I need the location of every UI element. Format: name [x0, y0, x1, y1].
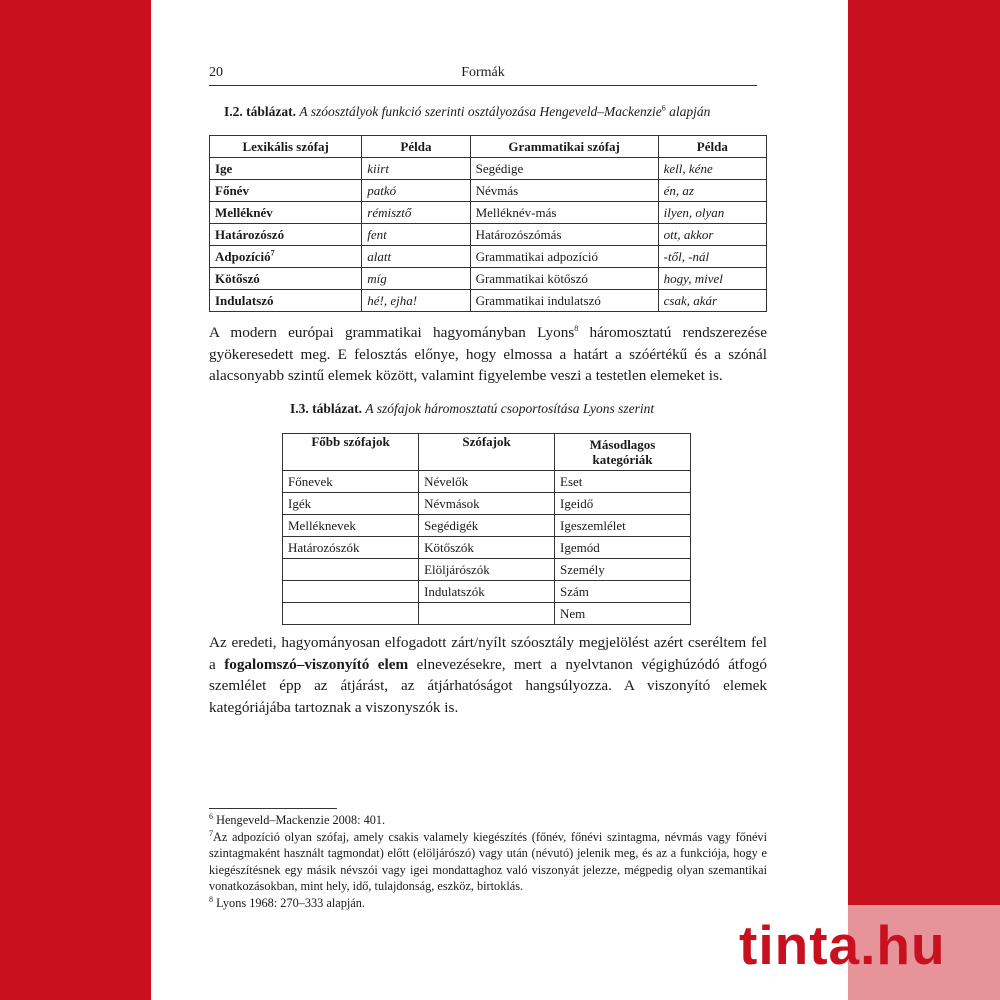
table-cell: Kötőszók: [419, 537, 555, 559]
column-header: Másodlagos kategóriák: [555, 434, 691, 471]
example-cell: [362, 268, 470, 290]
cell-text: Melléknév-más: [475, 204, 557, 220]
cell-text: Kötőszó: [215, 270, 260, 286]
table2-caption: [290, 401, 654, 417]
running-header: [209, 65, 757, 86]
column-header: Szófajok: [419, 434, 555, 471]
footnote-ref: 7: [270, 248, 275, 258]
cell-text: Adpozíció: [215, 248, 271, 264]
table1-caption-sup: 6: [661, 103, 666, 113]
table-cell: Melléknevek: [283, 515, 419, 537]
cell-text: Grammatikai indulatszó: [475, 292, 601, 308]
cell-text: Főnév: [215, 182, 249, 198]
paragraph-text: A modern európai grammatikai hagyományban Lyons: [209, 324, 575, 341]
footnote-divider: [209, 808, 337, 809]
column-header: Grammatikai szófaj: [470, 136, 658, 158]
table-row: [283, 603, 691, 625]
grammatical-class-cell: [470, 290, 658, 312]
table-cell: [419, 603, 555, 625]
table-cell: Névelők: [419, 471, 555, 493]
cell-text: fent: [367, 226, 387, 242]
footnote: [209, 812, 767, 829]
footnote: [209, 829, 767, 895]
footnote-text: Az adpozíció olyan szófaj, amely csakis valamely kiegészítés (főnév, főnévi szintagma, névmás vagy főnévi szintagmaként használt tagmondat) előtt (elöljárószó) vagy után (névutó) jelenik meg, és az a funkciója, hogy e kiegészítésnek egy másik névszói vagy igei mondattaghoz való viszonyát jelezze, mégpedig olyan szemantikai vonatkozásokban, mint hely, idő, tulajdonság, eszköz, birtoklás.: [209, 829, 767, 893]
cell-text: csak, akár: [663, 292, 718, 308]
example-cell: [658, 224, 766, 246]
example-cell: [362, 290, 470, 312]
table-cell: Indulatszók: [419, 581, 555, 603]
column-header: Lexikális szófaj: [210, 136, 362, 158]
cell-text: én, az: [663, 182, 694, 198]
paragraph-lyons: [209, 322, 767, 387]
table-cell: Szám: [555, 581, 691, 603]
cell-text: Grammatikai adpozíció: [475, 248, 598, 264]
grammatical-class-cell: [470, 180, 658, 202]
example-cell: [658, 246, 766, 268]
running-title: Formák: [461, 65, 505, 80]
footnotes: [209, 812, 767, 911]
page-number: 20: [209, 65, 223, 80]
table-row: [283, 493, 691, 515]
table-cell: [283, 581, 419, 603]
table-cell: [283, 559, 419, 581]
grammatical-class-cell: [470, 246, 658, 268]
table-cell: Igék: [283, 493, 419, 515]
cell-text: hogy, mivel: [663, 270, 723, 286]
paragraph-text: háromosztatú rendszerezése gyökeresedett meg. E felosztás előnye, hogy elmossa a határt a szóértékű és a szónál alacsonyabb szintű elemek között, valamint figyelembe veszi a testetlen elemeket is.: [209, 324, 767, 384]
cell-text: hé!, ejha!: [367, 292, 418, 308]
cell-text: kell, kéne: [663, 160, 713, 176]
watermark-text: tinta.hu: [739, 914, 946, 976]
grammatical-class-cell: [470, 158, 658, 180]
footnote-number: 6: [209, 811, 213, 821]
example-cell: [362, 246, 470, 268]
example-cell: [362, 224, 470, 246]
example-cell: [362, 202, 470, 224]
paragraph-text: Az eredeti, hagyományosan elfogadott zárt/nyílt szóosztály megjelölést azért cseréltem fel a: [209, 634, 767, 673]
example-cell: [658, 180, 766, 202]
cell-text: -től, -nál: [663, 248, 710, 264]
example-cell: [362, 180, 470, 202]
table1-caption-end: alapján: [665, 104, 711, 119]
cell-text: Ige: [215, 160, 233, 176]
footnote: [209, 895, 767, 912]
lexical-class-cell: [210, 158, 362, 180]
footnote-number: 8: [209, 894, 213, 904]
cell-text: ilyen, olyan: [663, 204, 725, 220]
table-row: [210, 224, 767, 246]
table-cell: Elöljárószók: [419, 559, 555, 581]
table-row: [210, 158, 767, 180]
footnote-number: 7: [209, 828, 213, 838]
paragraph-text: elnevezésekre, mert a nyelvtanon végighúzódó átfogó szemlélet épp az átjárást, az átjárhatóságot hangsúlyozza. A viszonyító elemek kategóriájába tartoznak a viszonyszók is.: [209, 655, 767, 716]
paragraph-terminology: [209, 632, 767, 718]
lexical-class-cell: [210, 202, 362, 224]
table1-caption-label: I.2. táblázat.: [224, 104, 296, 119]
table-cell: Személy: [555, 559, 691, 581]
word-class-function-table: [209, 135, 767, 312]
cell-text: Indulatszó: [215, 292, 274, 308]
table-cell: Főnevek: [283, 471, 419, 493]
table1-caption: [224, 104, 710, 120]
lexical-class-cell: [210, 224, 362, 246]
table2-caption-label: I.3. táblázat.: [290, 401, 362, 416]
cell-text: ott, akkor: [663, 226, 714, 242]
cell-text: Határozószómás: [475, 226, 562, 242]
table-row: [283, 559, 691, 581]
example-cell: [658, 158, 766, 180]
table-row: [210, 290, 767, 312]
cell-text: míg: [367, 270, 387, 286]
column-header: Főbb szófajok: [283, 434, 419, 471]
footnote-text: Lyons 1968: 270–333 alapján.: [213, 895, 365, 910]
table-cell: Határozószók: [283, 537, 419, 559]
cell-text: patkó: [367, 182, 397, 198]
table-row: [283, 471, 691, 493]
table-cell: Igeszemlélet: [555, 515, 691, 537]
lexical-class-cell: [210, 246, 362, 268]
table-row: [210, 246, 767, 268]
lexical-class-cell: [210, 290, 362, 312]
table-cell: Segédigék: [419, 515, 555, 537]
cell-text: rémisztő: [367, 204, 412, 220]
footnote-text: Hengeveld–Mackenzie 2008: 401.: [213, 813, 386, 827]
table1-caption-text: A szóosztályok funkció szerinti osztályozása Hengeveld–Mackenzie: [299, 104, 662, 119]
cell-text: alatt: [367, 248, 392, 264]
example-cell: [362, 158, 470, 180]
tinta-logo-watermark: [735, 905, 1000, 1000]
grammatical-class-cell: [470, 268, 658, 290]
table-row: [283, 515, 691, 537]
table-cell: Igemód: [555, 537, 691, 559]
cell-text: kiirt: [367, 160, 389, 176]
column-header: Példa: [658, 136, 766, 158]
example-cell: [658, 290, 766, 312]
cell-text: Határozószó: [215, 226, 285, 242]
example-cell: [658, 202, 766, 224]
table-cell: Nem: [555, 603, 691, 625]
bold-term: fogalomszó–viszonyító elem: [224, 655, 409, 673]
lexical-class-cell: [210, 268, 362, 290]
table-row: [283, 537, 691, 559]
grammatical-class-cell: [470, 224, 658, 246]
table-cell: Igeidő: [555, 493, 691, 515]
book-page: [151, 0, 848, 1000]
cell-text: Segédige: [475, 160, 524, 176]
table-row: [283, 581, 691, 603]
table-cell: Eset: [555, 471, 691, 493]
column-header: Példa: [362, 136, 470, 158]
table-header-row: [210, 136, 767, 158]
table-cell: [283, 603, 419, 625]
table-row: [210, 268, 767, 290]
table-row: [210, 180, 767, 202]
lyons-word-class-table: [282, 433, 691, 625]
table2-caption-text: A szófajok háromosztatú csoportosítása Lyons szerint: [365, 401, 655, 416]
lexical-class-cell: [210, 180, 362, 202]
cell-text: Névmás: [475, 182, 519, 198]
example-cell: [658, 268, 766, 290]
table-header-row: [283, 434, 691, 471]
cell-text: Melléknév: [215, 204, 273, 220]
grammatical-class-cell: [470, 202, 658, 224]
footnote-ref: 8: [574, 323, 579, 333]
table-cell: Névmások: [419, 493, 555, 515]
table-row: [210, 202, 767, 224]
cell-text: Grammatikai kötőszó: [475, 270, 588, 286]
